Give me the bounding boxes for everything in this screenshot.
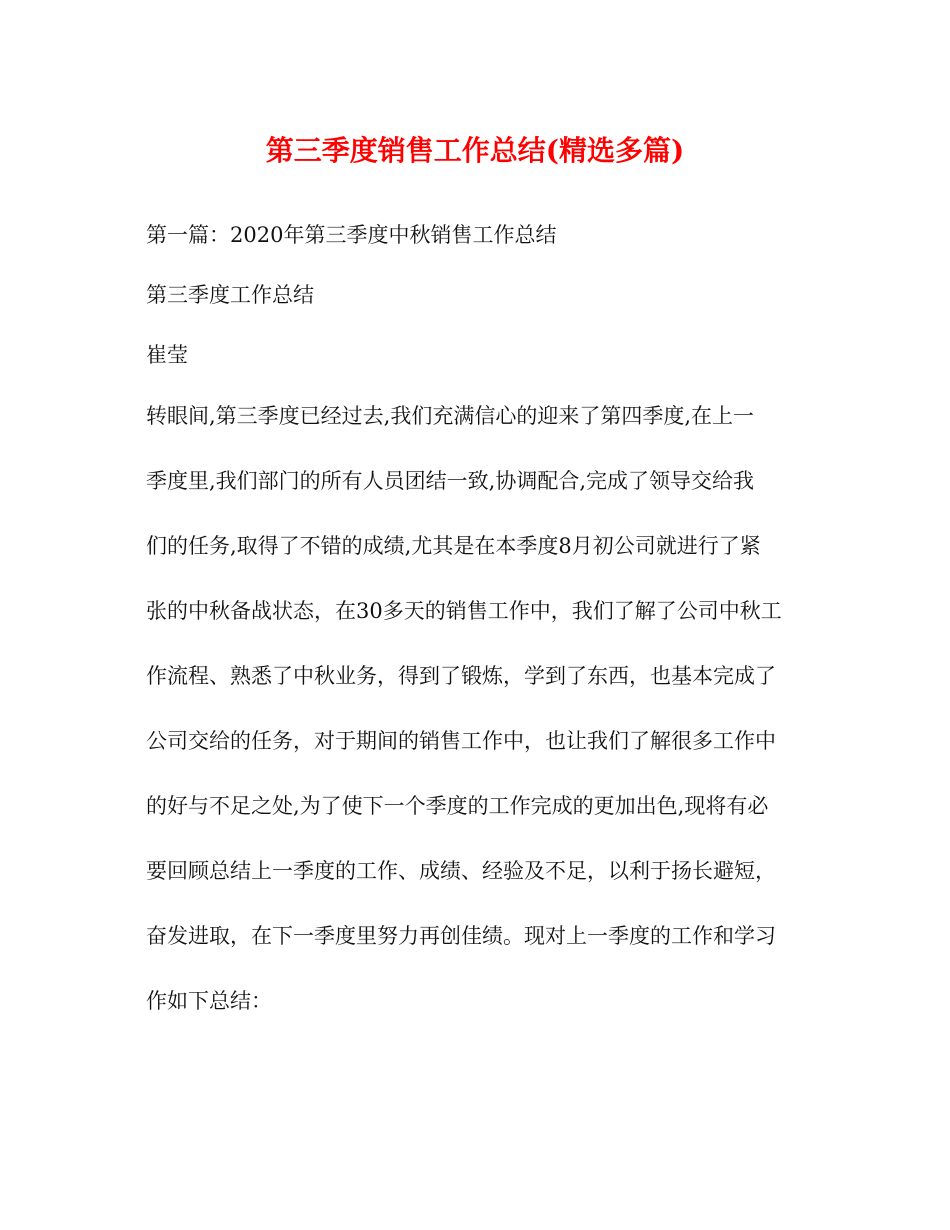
section-heading: 第一篇：2020年第三季度中秋销售工作总结 (146, 223, 557, 247)
body-line: 季度里,我们部门的所有人员团结一致,协调配合,完成了领导交给我 (146, 469, 755, 493)
body-line: 作流程、熟悉了中秋业务，得到了锻炼，学到了东西，也基本完成了 (146, 664, 776, 688)
body-line: 转眼间,第三季度已经过去,我们充满信心的迎来了第四季度,在上一 (146, 404, 755, 428)
body-line: 张的中秋备战状态，在30多天的销售工作中，我们了解了公司中秋工 (146, 599, 782, 623)
document-title: 第三季度销售工作总结(精选多篇) (265, 134, 685, 167)
body-line: 作如下总结： (146, 989, 272, 1013)
body-line: 要回顾总结上一季度的工作、成绩、经验及不足，以利于扬长避短， (146, 859, 776, 883)
body-line: 公司交给的任务，对于期间的销售工作中，也让我们了解很多工作中 (146, 729, 776, 753)
author-name: 崔莹 (146, 343, 188, 367)
body-line: 的好与不足之处,为了使下一个季度的工作完成的更加出色,现将有必 (146, 794, 769, 818)
subtitle: 第三季度工作总结 (146, 283, 314, 307)
body-line: 们的任务,取得了不错的成绩,尤其是在本季度8月初公司就进行了紧 (146, 534, 761, 558)
body-line: 奋发进取，在下一季度里努力再创佳绩。现对上一季度的工作和学习 (146, 924, 776, 948)
